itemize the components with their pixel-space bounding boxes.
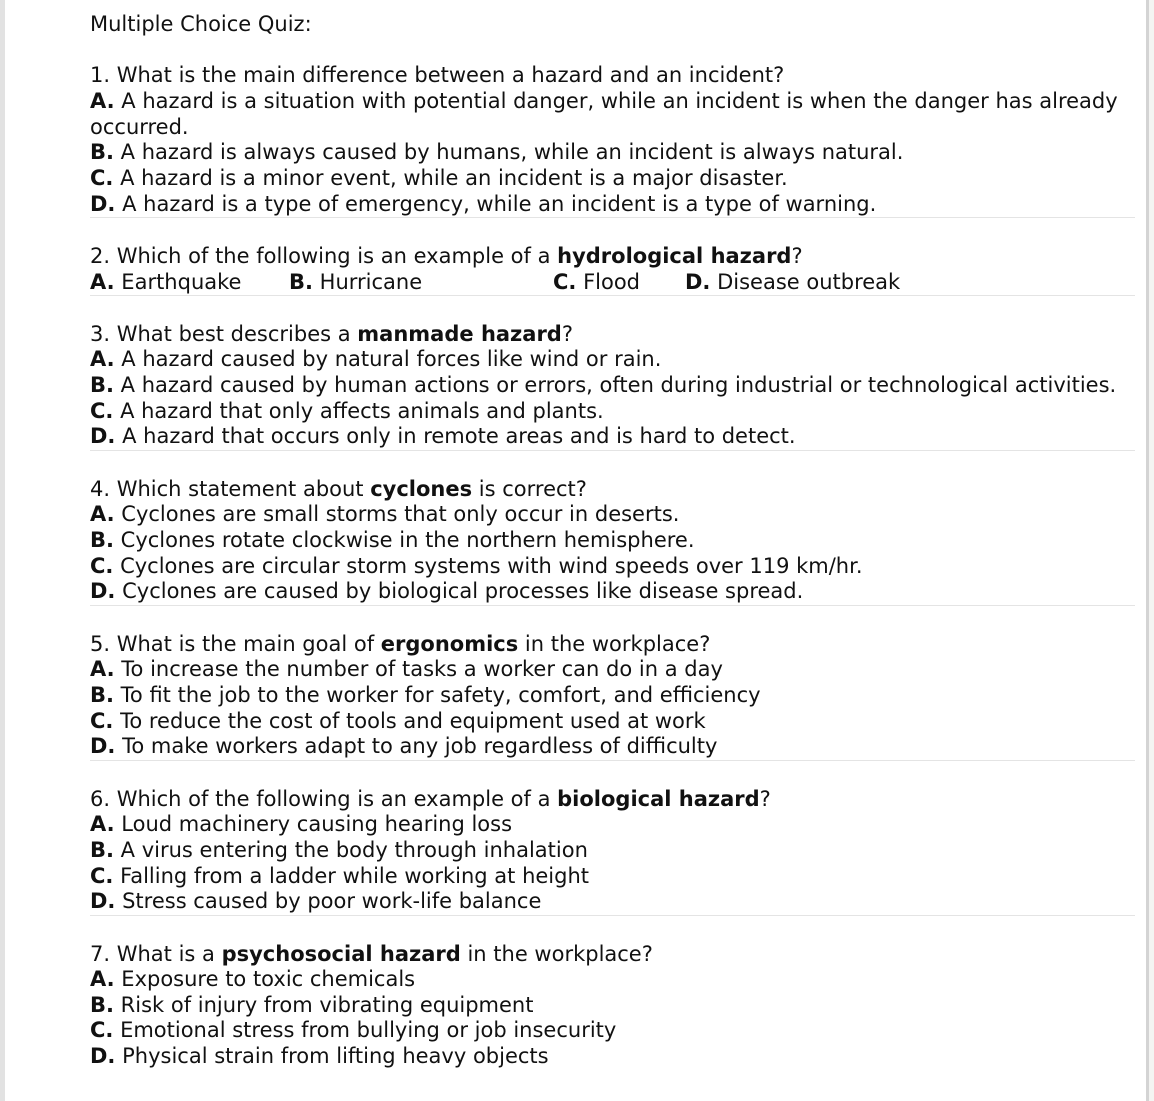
option-text: To fit the job to the worker for safety, comfort, and efficiency xyxy=(113,682,761,707)
question-block xyxy=(90,942,1135,1070)
option-letter: B. xyxy=(90,528,114,553)
option-letter: D. xyxy=(90,1044,116,1069)
option-text: To make workers adapt to any job regardless of difficulty xyxy=(115,734,718,759)
question-text-part: Which of the following is an example of a xyxy=(116,786,558,811)
option-text: Physical strain from lifting heavy objects xyxy=(115,1044,549,1069)
option-text: To reduce the cost of tools and equipment used at work xyxy=(113,708,706,733)
question-text-part: ? xyxy=(791,243,803,268)
option-text: To increase the number of tasks a worker can do in a day xyxy=(114,657,723,682)
option-text: A hazard is a minor event, while an incident is a major disaster. xyxy=(113,165,788,190)
question-number: 7. xyxy=(90,941,117,966)
key-term: ergonomics xyxy=(380,631,519,656)
question-number: 4. xyxy=(90,476,117,501)
option-letter: A. xyxy=(90,269,115,294)
option xyxy=(90,579,1135,606)
option-letter: C. xyxy=(90,553,114,578)
option xyxy=(90,657,1135,683)
question-number: 1. xyxy=(90,63,117,88)
question-text xyxy=(90,63,1135,89)
quiz-title: Multiple Choice Quiz: xyxy=(90,12,312,36)
option-letter: C. xyxy=(90,708,114,733)
option xyxy=(90,192,1135,219)
option-text: Disease outbreak xyxy=(710,269,901,294)
option-text: A hazard is always caused by humans, while an incident is always natural. xyxy=(113,140,904,165)
question-block xyxy=(90,477,1135,606)
question-block xyxy=(90,63,1135,218)
option-text: A virus entering the body through inhalation xyxy=(113,837,588,862)
option-letter: B. xyxy=(90,682,114,707)
option-letter: D. xyxy=(90,191,116,216)
option-text: Hurricane xyxy=(312,269,423,294)
question-text-part: Which statement about xyxy=(116,476,371,501)
option xyxy=(90,889,1135,916)
question-number: 6. xyxy=(90,786,117,811)
question-block xyxy=(90,244,1135,296)
question-text-part: What best describes a xyxy=(116,321,358,346)
option xyxy=(90,993,1135,1019)
option-text: Loud machinery causing hearing loss xyxy=(114,812,513,837)
option xyxy=(553,270,640,296)
question-text-part: is correct? xyxy=(472,476,587,501)
left-border xyxy=(0,0,5,1101)
question-text xyxy=(90,244,1135,270)
question-block xyxy=(90,632,1135,761)
question-text xyxy=(90,632,1135,658)
option-letter: B. xyxy=(289,269,313,294)
option-text: A hazard is a situation with potential danger, while an incident is when the danger has already occurred. xyxy=(90,88,1118,139)
option xyxy=(90,734,1135,761)
option xyxy=(90,967,1135,993)
option xyxy=(90,347,1135,373)
option-letter: B. xyxy=(90,140,114,165)
options-row xyxy=(90,270,1135,297)
option-text: Risk of injury from vibrating equipment xyxy=(113,992,534,1017)
option-text: A hazard caused by human actions or errors, often during industrial or technological activities. xyxy=(113,373,1117,398)
option xyxy=(685,270,900,296)
option-letter: D. xyxy=(90,889,116,914)
option xyxy=(90,89,1135,140)
question-number: 2. xyxy=(90,243,117,268)
question-list xyxy=(90,63,1135,1069)
option-text: A hazard that occurs only in remote areas and is hard to detect. xyxy=(115,424,796,449)
key-term: cyclones xyxy=(370,476,473,501)
key-term: psychosocial hazard xyxy=(221,941,461,966)
question-text-part: in the workplace? xyxy=(518,631,711,656)
option-text: Cyclones rotate clockwise in the northern hemisphere. xyxy=(113,528,695,553)
option-text: Falling from a ladder while working at height xyxy=(113,863,590,888)
option xyxy=(90,166,1135,192)
option-letter: A. xyxy=(90,347,115,372)
option-letter: C. xyxy=(553,269,577,294)
option-letter: B. xyxy=(90,373,114,398)
option xyxy=(90,864,1135,890)
option xyxy=(289,270,422,296)
option-letter: C. xyxy=(90,398,114,423)
key-term: hydrological hazard xyxy=(557,243,792,268)
option-letter: C. xyxy=(90,863,114,888)
option-letter: B. xyxy=(90,837,114,862)
question-block xyxy=(90,787,1135,916)
option-text: A hazard that only affects animals and plants. xyxy=(113,398,604,423)
option-letter: A. xyxy=(90,502,115,527)
option xyxy=(90,554,1135,580)
quiz-document xyxy=(90,12,1135,1095)
option xyxy=(90,812,1135,838)
option-letter: C. xyxy=(90,1018,114,1043)
option-text: A hazard caused by natural forces like wind or rain. xyxy=(114,347,662,372)
question-text xyxy=(90,787,1135,813)
key-term: manmade hazard xyxy=(357,321,562,346)
question-text-part: ? xyxy=(759,786,771,811)
option-letter: A. xyxy=(90,88,115,113)
option xyxy=(90,373,1135,399)
question-text xyxy=(90,322,1135,348)
option-text: Emotional stress from bullying or job insecurity xyxy=(113,1018,617,1043)
option-letter: D. xyxy=(90,579,116,604)
option-letter: D. xyxy=(90,424,116,449)
question-text-part: What is the main difference between a hazard and an incident? xyxy=(116,63,785,88)
question-text-part: in the workplace? xyxy=(460,941,653,966)
question-text-part: Which of the following is an example of a xyxy=(116,243,558,268)
option-letter: B. xyxy=(90,992,114,1017)
question-text-part: What is a xyxy=(116,941,222,966)
option xyxy=(90,502,1135,528)
option-letter: A. xyxy=(90,657,115,682)
option-letter: D. xyxy=(90,734,116,759)
option-text: Flood xyxy=(576,269,641,294)
key-term: biological hazard xyxy=(557,786,760,811)
option xyxy=(90,838,1135,864)
option xyxy=(90,270,241,296)
question-number: 3. xyxy=(90,321,117,346)
question-text xyxy=(90,942,1135,968)
question-block xyxy=(90,322,1135,451)
option xyxy=(90,1018,1135,1044)
option-letter: A. xyxy=(90,967,115,992)
question-number: 5. xyxy=(90,631,117,656)
option-text: Exposure to toxic chemicals xyxy=(114,967,416,992)
option xyxy=(90,399,1135,425)
option-text: Cyclones are small storms that only occur in deserts. xyxy=(114,502,680,527)
question-text-part: ? xyxy=(561,321,573,346)
option-text: Earthquake xyxy=(114,269,242,294)
option xyxy=(90,140,1135,166)
question-text xyxy=(90,477,1135,503)
question-text-part: What is the main goal of xyxy=(116,631,381,656)
option xyxy=(90,528,1135,554)
right-margin xyxy=(1149,0,1154,1101)
option-letter: C. xyxy=(90,165,114,190)
option xyxy=(90,424,1135,451)
option xyxy=(90,683,1135,709)
option-text: Cyclones are caused by biological processes like disease spread. xyxy=(115,579,804,604)
option-text: A hazard is a type of emergency, while an incident is a type of warning. xyxy=(115,191,877,216)
option-letter: D. xyxy=(685,269,711,294)
option xyxy=(90,709,1135,735)
option-text: Cyclones are circular storm systems with wind speeds over 119 km/hr. xyxy=(113,553,863,578)
option-letter: A. xyxy=(90,812,115,837)
option xyxy=(90,1044,1135,1070)
option-text: Stress caused by poor work-life balance xyxy=(115,889,542,914)
